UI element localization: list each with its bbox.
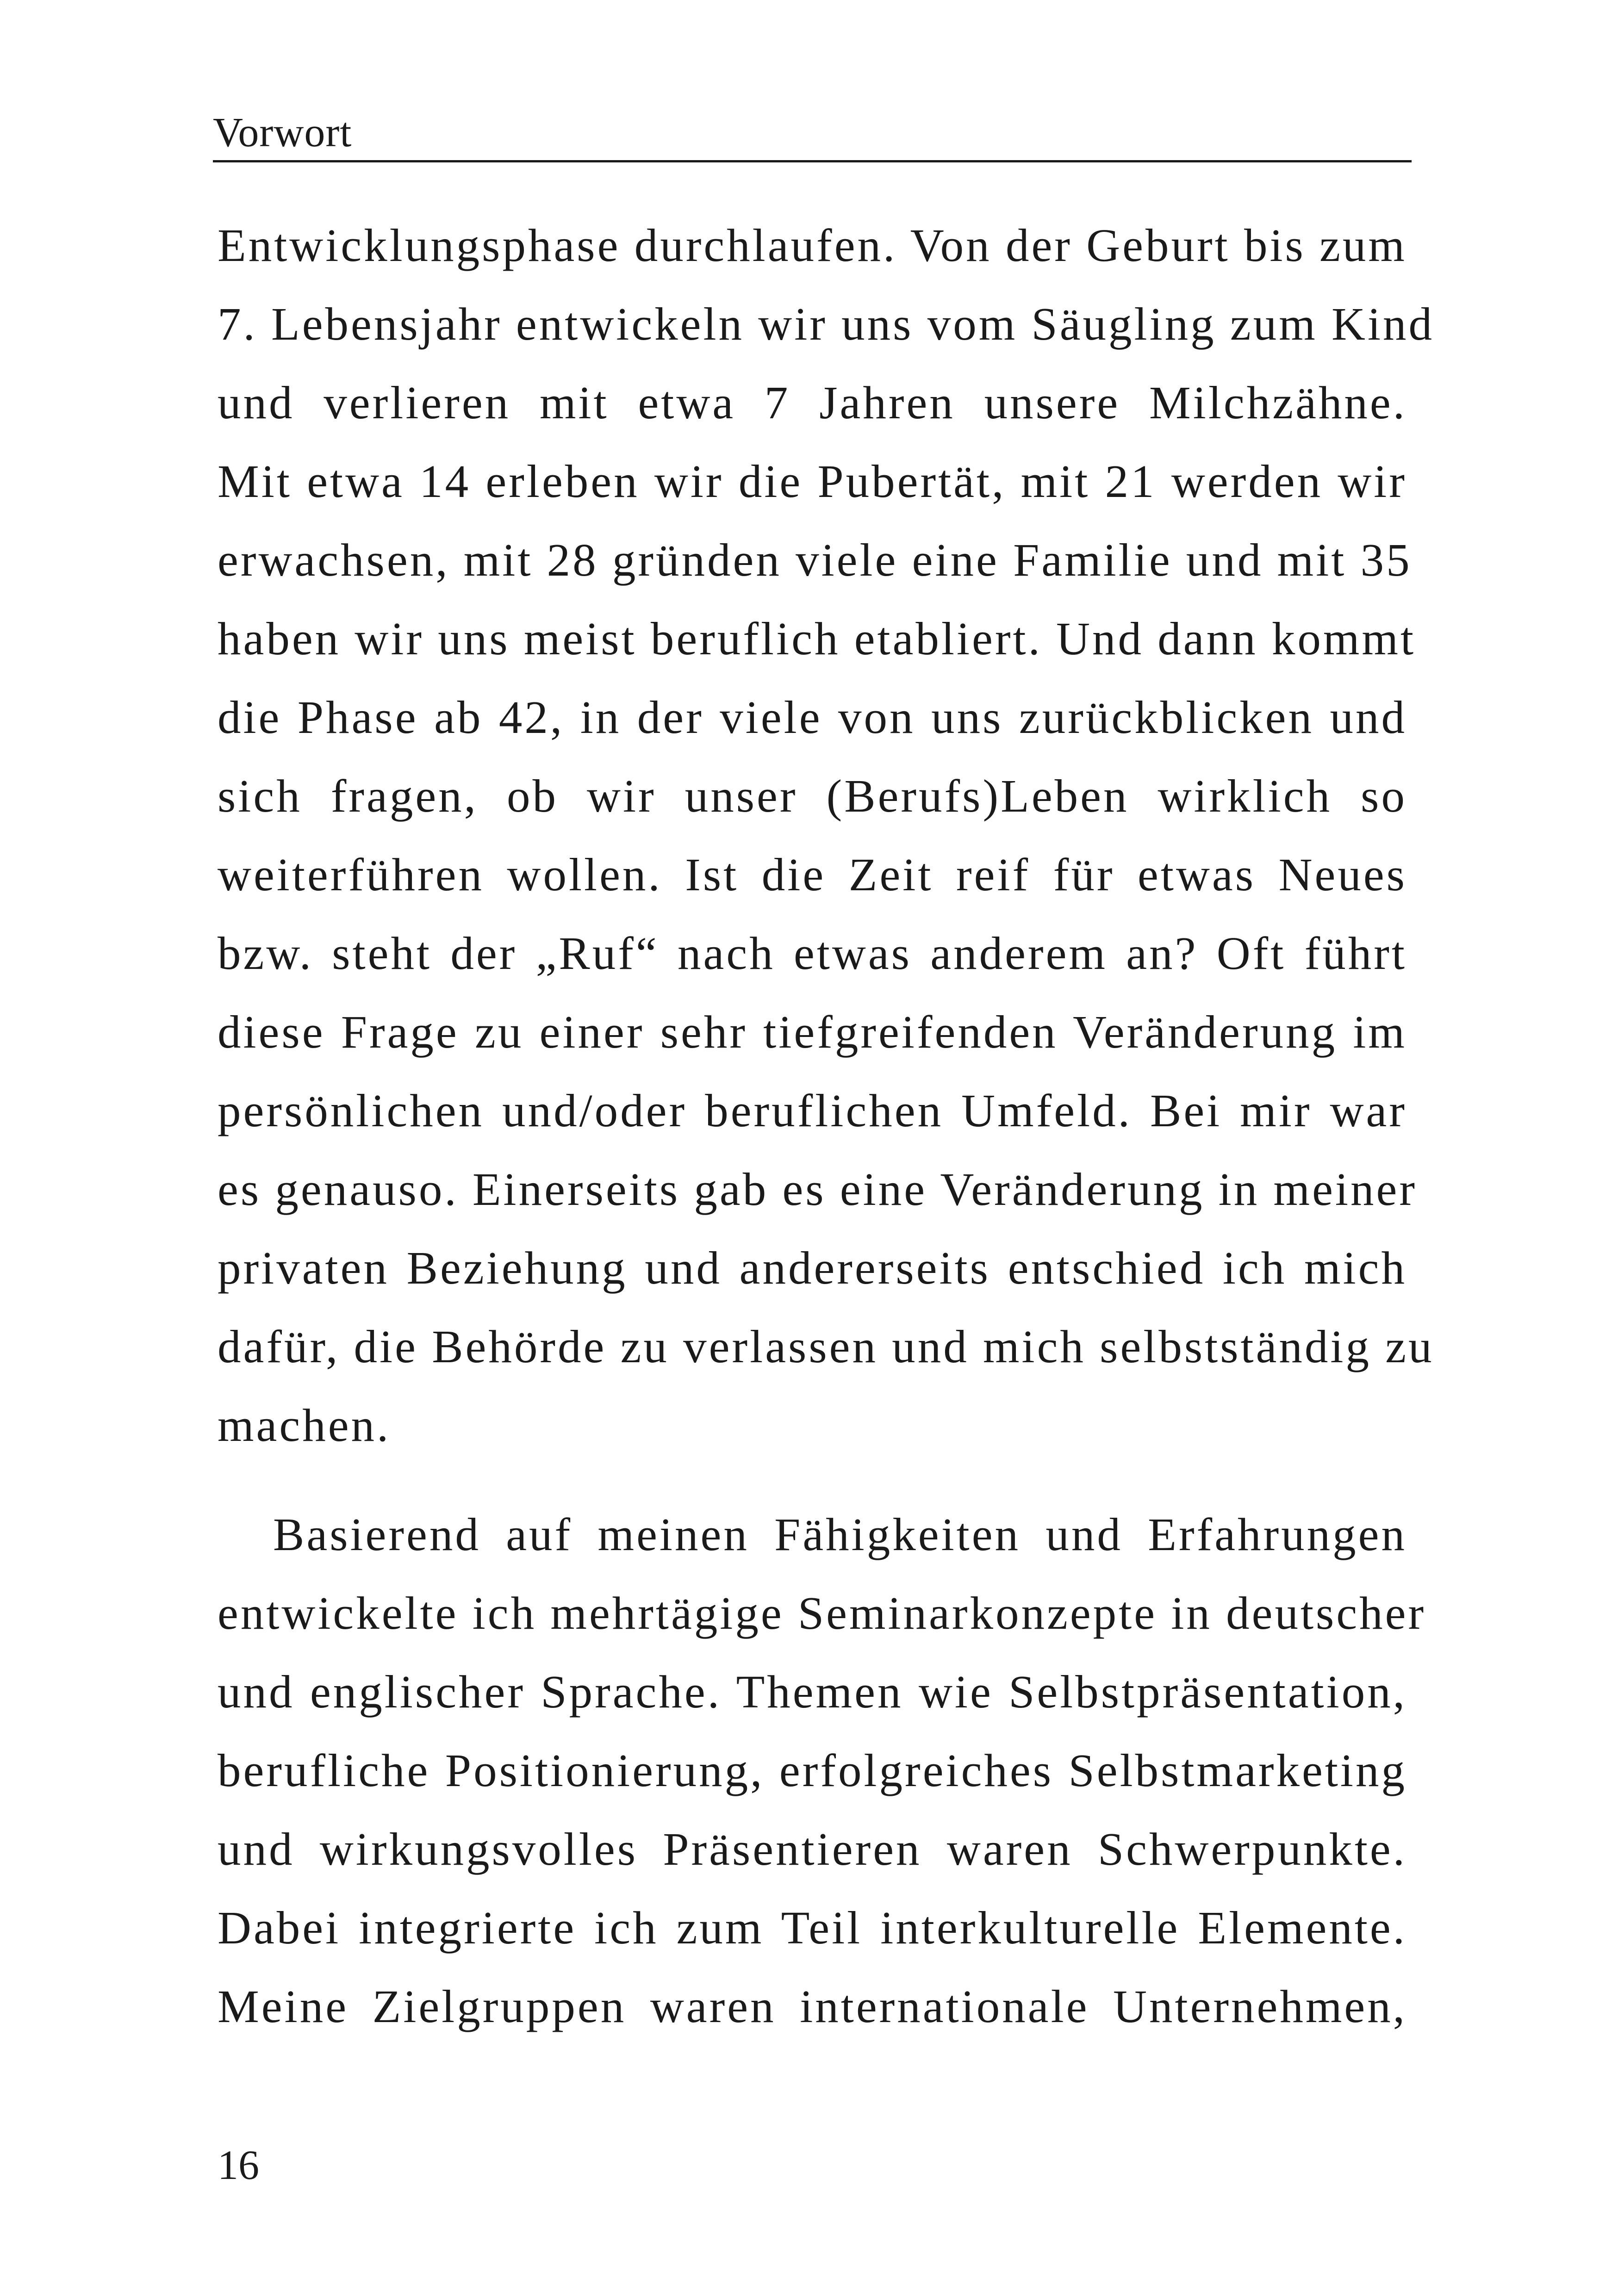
text-line: machen. [218, 1399, 391, 1451]
text-line: berufliche Positionierung, erfolgreiches Selbstmarketing [218, 1744, 1407, 1796]
text-line: haben wir uns meist beruflich etabliert. Und dann kommt [218, 613, 1416, 664]
text-line: diese Frage zu einer sehr tiefgreifenden Veränderung im [218, 1006, 1407, 1058]
text-line: die Phase ab 42, in der viele von uns zurückblicken und [218, 691, 1407, 743]
text-line: dafür, die Behörde zu verlassen und mich selbstständig zu [218, 1321, 1434, 1372]
text-line: und wirkungsvolles Präsentieren waren Schwerpunkte. [218, 1823, 1407, 1875]
page-number: 16 [218, 2142, 259, 2188]
text-line: Basierend auf meinen Fähigkeiten und Erfahrungen [273, 1508, 1407, 1560]
text-line: Meine Zielgruppen waren internationale Unternehmen, [218, 1980, 1407, 2032]
paragraph-1 [218, 206, 1435, 1464]
text-line: und verlieren mit etwa 7 Jahren unsere Milchzähne. [218, 377, 1407, 428]
text-line: Dabei integrierte ich zum Teil interkulturelle Elemente. [218, 1902, 1407, 1954]
text-line: bzw. steht der „Ruf“ nach etwas anderem an? Oft führt [218, 927, 1407, 979]
text-line: Mit etwa 14 erleben wir die Pubertät, mit 21 werden wir [218, 455, 1407, 507]
text-line: privaten Beziehung und andererseits entschied ich mich [218, 1242, 1407, 1294]
text-line: sich fragen, ob wir unser (Berufs)Leben wirklich so [218, 770, 1407, 822]
text-line: und englischer Sprache. Themen wie Selbstpräsentation, [218, 1666, 1407, 1718]
text-line: erwachsen, mit 28 gründen viele eine Familie und mit 35 [218, 534, 1412, 586]
page-header [213, 104, 1412, 162]
running-head: Vorwort [213, 110, 352, 155]
text-line: Entwicklungsphase durchlaufen. Von der Geburt bis zum [218, 219, 1407, 271]
text-line: persönlichen und/oder beruflichen Umfeld. Bei mir war [218, 1085, 1407, 1136]
body-text [218, 206, 1435, 2046]
paragraph-2 [218, 1495, 1426, 2046]
text-line: 7. Lebensjahr entwickeln wir uns vom Säugling zum Kind [218, 298, 1435, 350]
text-line: es genauso. Einerseits gab es eine Veränderung in meiner [218, 1163, 1417, 1215]
text-line: entwickelte ich mehrtägige Seminarkonzepte in deutscher [218, 1587, 1426, 1639]
text-line: weiterführen wollen. Ist die Zeit reif für etwas Neues [218, 849, 1407, 900]
